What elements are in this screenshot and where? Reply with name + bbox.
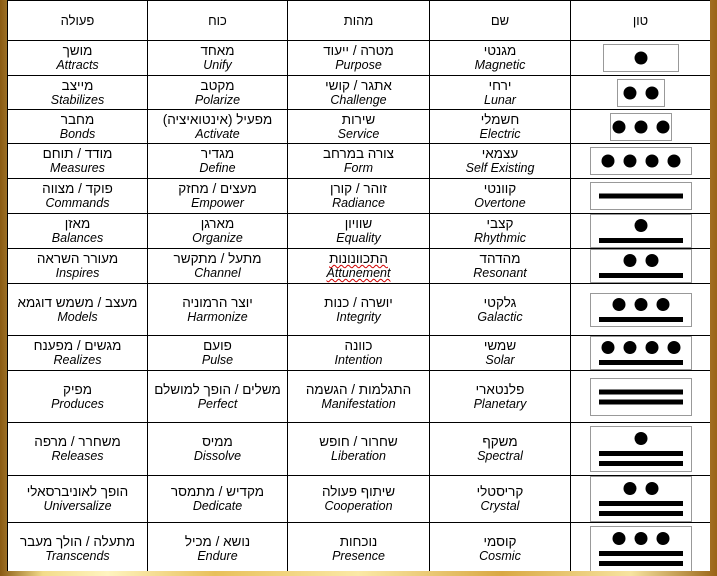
english-text: Radiance [332,196,385,210]
hebrew-text: זוהר / קורן [329,181,388,196]
tone-glyph-icon [590,526,692,572]
tone-dot [623,341,636,354]
english-text: Produces [51,396,104,411]
name-cell [430,336,571,371]
english-text: Dedicate [192,499,243,513]
tone-dot [656,532,669,545]
essence-cell [288,76,430,110]
table-row [8,41,711,76]
name-cell [430,41,571,76]
english-text: Equality [336,231,381,245]
header-row [8,1,711,41]
english-text: Magnetic [474,58,526,72]
power-cell [148,214,288,249]
english-text: Realizes [53,353,102,367]
hebrew-text: מגנטי [483,43,517,58]
english-text: Cooperation [324,499,393,513]
english-text: Lunar [484,92,516,107]
header-power: כוח [148,1,288,41]
english-text: Organize [192,231,243,245]
english-text: Service [337,126,380,141]
essence-cell [288,144,430,179]
english-text: Attunement [326,266,391,280]
hebrew-text: פוקד / מצווה [42,181,113,196]
english-text: Rhythmic [473,231,527,245]
tone-dot [645,482,658,495]
essence-cell [288,41,430,76]
tone-bar [599,360,683,365]
hebrew-text: מקדיש / מתמסר [170,484,265,499]
tone-symbol-cell [571,179,711,214]
action-cell [8,179,148,214]
english-text: Solar [485,353,515,367]
tone-dot [645,155,658,168]
tone-dot [634,532,647,545]
english-text: Commands [45,196,110,210]
hebrew-text: פועם [203,338,232,353]
tone-bar [599,511,683,516]
english-text: Measures [50,161,105,175]
table-row [8,144,711,179]
tone-glyph-icon [590,336,692,370]
hebrew-text: ממיס [202,434,233,449]
action-cell [8,249,148,284]
hebrew-text: כוונה [344,338,373,353]
english-text: Form [343,161,374,175]
english-text: Universalize [43,499,112,513]
action-cell [8,41,148,76]
hebrew-text: מאחד [200,43,235,58]
hebrew-text: מתעלה / הולך מעבר [19,533,136,549]
hebrew-text: מארגן [200,216,235,231]
hebrew-text: מקטב [200,77,235,93]
table-row [8,249,711,284]
tone-symbol-cell [571,110,711,144]
hebrew-text: נוכחות [339,533,378,549]
hebrew-text: משחרר / מרפה [34,434,121,449]
tone-dot [645,341,658,354]
action-cell [8,110,148,144]
essence-cell [288,476,430,523]
tone-bar [599,399,683,404]
english-text: Define [199,161,236,175]
hebrew-text: מתעל / מתקשר [173,251,262,266]
english-text: Intention [334,353,383,367]
hebrew-text: מטרה / ייעוד [323,43,394,58]
english-text: Liberation [331,449,386,463]
hebrew-text: מעצים / מחזק [178,181,257,196]
tone-glyph-icon [590,249,692,283]
name-cell [430,110,571,144]
tone-bar [599,561,683,566]
power-cell [148,284,288,336]
english-text: Empower [191,196,244,210]
hebrew-text: שיתוף פעולה [321,484,396,499]
tone-glyph-icon [590,378,692,416]
tone-dot [623,482,636,495]
table-row [8,76,711,110]
tone-symbol-cell [571,371,711,423]
english-text: Channel [194,266,241,280]
tone-glyph-icon [590,214,692,248]
english-text: Dissolve [193,449,242,463]
name-cell [430,214,571,249]
tone-bar [599,273,683,278]
table-row [8,523,711,572]
hebrew-text: קוונטי [483,181,517,196]
tone-bar [599,501,683,506]
english-text: Perfect [197,396,238,411]
hebrew-text: מחבר [60,111,95,127]
name-cell [430,284,571,336]
hebrew-text: משקף [482,434,518,449]
tone-symbol-cell [571,249,711,284]
table-row [8,423,711,476]
hebrew-text: התגלמות / הגשמה [305,381,412,397]
tone-dot [623,254,636,267]
name-cell [430,476,571,523]
tone-dot [645,254,658,267]
tone-dot [623,86,636,99]
hebrew-text: מעורר השראה [36,251,119,266]
essence-cell [288,284,430,336]
name-cell [430,144,571,179]
english-text: Resonant [473,266,527,280]
essence-cell [288,249,430,284]
hebrew-text: שירות [341,111,376,127]
name-cell [430,76,571,110]
hebrew-text: פלנטארי [475,381,525,397]
tone-dot [612,120,625,133]
english-text: Overtone [474,196,526,210]
hebrew-text: שמשי [483,338,517,353]
english-text: Endure [197,548,238,563]
essence-cell [288,214,430,249]
name-cell [430,249,571,284]
tone-symbol-cell [571,423,711,476]
power-cell [148,523,288,572]
tone-dot [601,155,614,168]
english-text: Harmonize [187,309,248,324]
action-cell [8,523,148,572]
hebrew-text: צורה במרחב [322,146,395,161]
tone-symbol-cell [571,336,711,371]
tone-dot [634,52,647,65]
header-action: פעולה [8,1,148,41]
action-cell [8,76,148,110]
tone-symbol-cell [571,214,711,249]
english-text: Electric [479,126,521,141]
english-text: Bonds [59,126,96,141]
power-cell [148,249,288,284]
tone-glyph-icon [610,113,672,141]
english-text: Unify [203,58,232,72]
tone-glyph-icon [590,293,692,327]
power-cell [148,179,288,214]
action-cell [8,423,148,476]
english-text: Crystal [480,499,520,513]
action-cell [8,476,148,523]
english-text: Integrity [336,309,381,324]
english-text: Polarize [194,92,241,107]
tone-dot [601,341,614,354]
tone-glyph-icon [590,476,692,522]
power-cell [148,423,288,476]
hebrew-text: גלקטי [483,294,517,310]
tone-bar [599,194,683,199]
action-cell [8,214,148,249]
action-cell [8,284,148,336]
hebrew-text: נושא / מכיל [184,533,251,549]
tones-table [7,0,710,571]
tone-symbol-cell [571,41,711,76]
english-text: Transcends [45,548,110,563]
english-text: Presence [332,548,385,563]
table-row [8,110,711,144]
tone-bar [599,317,683,322]
tone-dot [656,298,669,311]
table-row [8,214,711,249]
tone-dot [667,155,680,168]
hebrew-text: הופך לאוניברסאלי [26,484,129,499]
action-cell [8,144,148,179]
hebrew-text: מאזן [64,216,91,231]
tone-glyph-icon [590,147,692,175]
hebrew-text: שחרור / חופש [319,434,398,449]
essence-cell [288,179,430,214]
power-cell [148,76,288,110]
hebrew-text: מפיק [63,381,92,397]
name-cell [430,371,571,423]
tone-dot [623,155,636,168]
english-text: Challenge [330,92,387,107]
name-cell [430,179,571,214]
power-cell [148,371,288,423]
tone-dot [634,298,647,311]
tone-symbol-cell [571,476,711,523]
hebrew-text: משלים / הופך למושלם [154,381,281,397]
english-text: Models [57,309,98,324]
tone-symbol-cell [571,284,711,336]
tones-sheet [7,0,710,571]
tone-glyph-icon [603,44,679,72]
essence-cell [288,523,430,572]
hebrew-text: עצמאי [481,146,519,161]
tone-symbol-cell [571,523,711,572]
power-cell [148,336,288,371]
tone-glyph-icon [590,182,692,210]
hebrew-text: יושרה / כנות [324,294,393,310]
english-text: Activate [195,126,240,141]
tone-dot [634,120,647,133]
hebrew-text: מייצב [61,77,94,93]
tone-dot [656,120,669,133]
header-essence: מהות [288,1,430,41]
tone-bar [599,451,683,456]
essence-cell [288,336,430,371]
english-text: Planetary [473,396,527,411]
english-text: Pulse [201,353,234,367]
hebrew-text: קוסמי [483,533,517,549]
english-text: Releases [51,449,104,463]
english-text: Inspires [55,266,100,280]
english-text: Purpose [335,58,382,72]
power-cell [148,110,288,144]
power-cell [148,41,288,76]
english-text: Spectral [477,449,523,463]
table-row [8,284,711,336]
tone-dot [645,86,658,99]
hebrew-text: מהדהד [479,251,521,266]
table-row [8,371,711,423]
header-name: שם [430,1,571,41]
action-cell [8,336,148,371]
hebrew-text: קריסטלי [476,484,524,499]
tone-dot [612,298,625,311]
essence-cell [288,423,430,476]
tone-symbol-cell [571,76,711,110]
hebrew-text: מעצב / משמש דוגמא [17,294,138,310]
tone-bar [599,389,683,394]
hebrew-text: מגדיר [200,146,235,161]
power-cell [148,476,288,523]
english-text: Balances [51,231,104,245]
tone-dot [667,341,680,354]
hebrew-text: שוויון [344,216,373,231]
essence-cell [288,371,430,423]
action-cell [8,371,148,423]
name-cell [430,523,571,572]
power-cell [148,144,288,179]
tone-dot [634,432,647,445]
hebrew-text: התכוונונות [329,251,388,266]
hebrew-text: מגשים / מפענח [33,338,122,353]
hebrew-text: יוצר הרמוניה [182,294,253,310]
tone-bar [599,461,683,466]
essence-cell [288,110,430,144]
table-row [8,476,711,523]
table-row [8,336,711,371]
english-text: Attracts [56,58,99,72]
tone-symbol-cell [571,144,711,179]
table-row [8,179,711,214]
hebrew-text: מושך [62,43,93,58]
english-text: Cosmic [479,548,521,563]
tone-bar [599,551,683,556]
tone-glyph-icon [617,79,665,107]
hebrew-text: קצבי [486,216,514,231]
hebrew-text: חשמלי [480,111,520,127]
hebrew-text: ירחי [488,77,512,93]
hebrew-text: מפעיל (אינטואיציה) [162,111,273,127]
header-tone: טון [571,1,711,41]
tone-dot [612,532,625,545]
tone-bar [599,238,683,243]
hebrew-text: מודד / תוחם [42,146,113,161]
hebrew-text: אתגר / קושי [325,77,392,93]
english-text: Manifestation [321,396,396,411]
name-cell [430,423,571,476]
tone-glyph-icon [590,426,692,472]
tone-dot [634,219,647,232]
english-text: Stabilizes [50,92,105,107]
english-text: Self Existing [465,161,535,175]
english-text: Galactic [477,309,523,324]
